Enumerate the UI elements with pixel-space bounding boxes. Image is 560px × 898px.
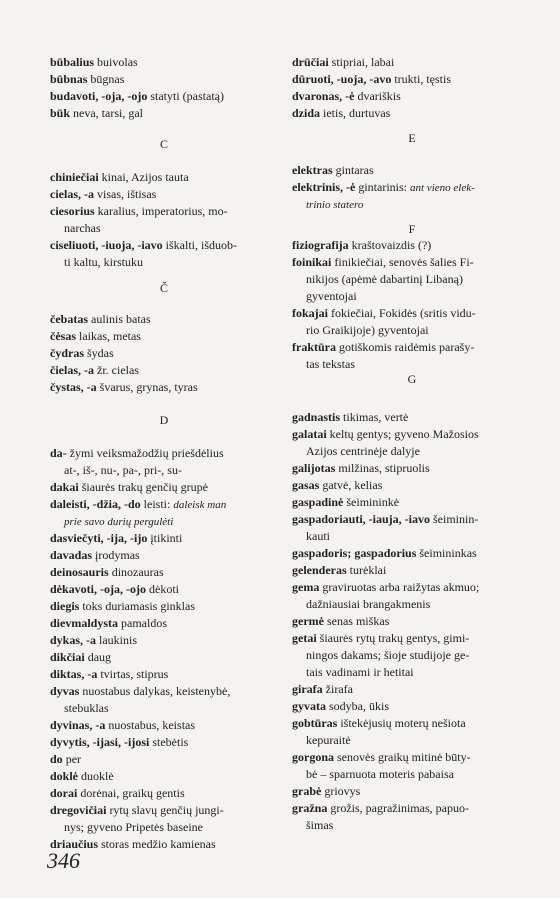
definition: grožis, pagražinimas, papuo- (327, 801, 469, 815)
definition-continuation: šimas (306, 818, 334, 832)
dictionary-entry (50, 345, 114, 361)
definition: dorėnai, graikų gentis (77, 786, 185, 800)
headword: dyvas (50, 684, 80, 698)
dictionary-entry (292, 339, 474, 355)
headword: doklė (50, 769, 79, 783)
headword: diktas, -a (50, 667, 98, 681)
example-continuation: trinio statero (306, 199, 364, 211)
definition: laikas, metas (76, 329, 141, 343)
dictionary-entry (50, 54, 138, 70)
definition-continuation: kepuraitė (306, 733, 351, 747)
headword: čielas, -a (50, 363, 94, 377)
section-letter: F (408, 222, 416, 236)
section-letter: E (408, 131, 416, 145)
dictionary-entry (292, 545, 477, 561)
dictionary-entry (50, 564, 164, 580)
dictionary-entry (50, 530, 182, 546)
page-number: 346 (47, 848, 80, 873)
definition: aulinis batas (88, 312, 151, 326)
definition: ietis, durtuvas (320, 106, 391, 120)
definition-continuation: gyventojai (306, 289, 357, 303)
definition: šydas (84, 346, 114, 360)
dictionary-entry (50, 683, 230, 699)
headword: deinosauris (50, 565, 109, 579)
dictionary-entry (50, 379, 198, 395)
dictionary-entry (50, 237, 237, 253)
definition: žymi veiksmažodžių priešdėlius (66, 446, 224, 460)
headword: ciesorius (50, 204, 95, 218)
headword: dikčiai (50, 650, 85, 664)
headword: dregovičiai (50, 803, 107, 817)
dictionary-entry (50, 785, 185, 801)
dictionary-entry (292, 426, 479, 442)
dictionary-entry (292, 511, 478, 527)
headword: daleisti, -džia, -do (50, 497, 141, 511)
definition-continuation: kauti (306, 529, 330, 543)
definition: dinozauras (108, 565, 164, 579)
headword: driaučius (50, 837, 99, 851)
section-letter: G (407, 372, 417, 386)
definition-continuation: bė – sparnuota moteris pabaisa (306, 767, 454, 781)
definition: finikiečiai, senovės šalies Fi- (331, 255, 474, 269)
headword: dasviečyti, -ija, -ijo (50, 531, 148, 545)
definition: šeiminin- (430, 512, 479, 526)
dictionary-entry (292, 766, 454, 782)
definition: milžinas, stipruolis (335, 461, 430, 475)
headword: būbalius (50, 55, 95, 69)
headword: cielas, -a (50, 187, 94, 201)
definition-continuation: at-, iš-, nu-, pa-, pri-, su- (64, 463, 182, 477)
headword: getai (292, 631, 317, 645)
dictionary-entry (50, 496, 226, 513)
definition: įtikinti (147, 531, 183, 545)
definition: storas medžio kamienas (98, 837, 216, 851)
dictionary-entry (50, 105, 143, 121)
definition-continuation: dažniausiai brangakmenis (306, 597, 431, 611)
dictionary-entry (292, 749, 471, 765)
definition: graviruotas arba raižytas akmuo; (319, 580, 480, 594)
dictionary-entry (292, 698, 389, 714)
dictionary-entry (292, 732, 351, 748)
dictionary-entry (50, 186, 156, 202)
dictionary-entry (292, 305, 476, 321)
definition-continuation: narchas (64, 221, 101, 235)
headword: germė (292, 614, 324, 628)
definition: fokiečiai, Fokidės (sritis vidu- (328, 306, 476, 320)
headword: diegis (50, 599, 80, 613)
dictionary-entry (292, 322, 429, 338)
definition-continuation: rio Graikijoje) gyventojai (306, 323, 429, 337)
definition: visas, ištisas (94, 187, 157, 201)
headword: dvaronas, -ė (292, 89, 355, 103)
dictionary-entry (292, 800, 469, 816)
dictionary-entry (292, 88, 401, 104)
dictionary-entry (292, 460, 430, 476)
dictionary-entry (292, 179, 475, 196)
headword: gadnastis (292, 410, 341, 424)
section-letter: Č (159, 281, 168, 295)
dictionary-entry (292, 196, 363, 213)
definition-continuation: stebuklas (64, 701, 109, 715)
definition: trukti, tęstis (391, 72, 452, 86)
definition: gintarinis: (355, 180, 410, 194)
dictionary-entry (292, 271, 463, 287)
headword: gema (292, 580, 320, 594)
dictionary-entry (50, 751, 81, 767)
definition: gotiškomis raidėmis parašy- (336, 340, 475, 354)
headword: galatai (292, 427, 327, 441)
dictionary-entry (292, 596, 430, 612)
headword: grabė (292, 784, 322, 798)
dictionary-entry (292, 562, 386, 578)
definition: gatvė, kelias (319, 478, 383, 492)
headword: gelenderas (292, 563, 347, 577)
definition: statyti (pastatą) (147, 89, 224, 103)
dictionary-entry (50, 598, 195, 614)
definition-continuation: nikijos (apėmė dabartinį Libaną) (306, 272, 463, 286)
definition: šeimininkė (343, 495, 400, 509)
headword: fraktūra (292, 340, 336, 354)
dictionary-entry (50, 462, 182, 478)
dictionary-entry (292, 288, 357, 304)
dictionary-entry (50, 802, 224, 818)
headword: elektrinis, -ė (292, 180, 356, 194)
definition: kraštovaizdis (?) (348, 238, 432, 252)
definition: duoklė (78, 769, 114, 783)
definition: žr. cielas (94, 363, 139, 377)
definition: senovės graikų mitinė būty- (334, 750, 471, 764)
headword: gasas (292, 478, 320, 492)
definition: buivolas (94, 55, 138, 69)
dictionary-entry (292, 613, 389, 629)
section-letter: C (159, 137, 168, 151)
headword: dėkavoti, -oja, -ojo (50, 582, 146, 596)
dictionary-entry (292, 162, 374, 178)
definition: toks duriamasis ginklas (79, 599, 196, 613)
headword: dorai (50, 786, 78, 800)
definition-continuation: ningos dakams; šioje studijoje ge- (306, 648, 470, 662)
dictionary-entry (50, 581, 179, 597)
headword: dyvinas, -a (50, 718, 106, 732)
dictionary-entry (292, 443, 420, 459)
dictionary-entry (50, 700, 109, 716)
definition: žirafa (322, 682, 353, 696)
dictionary-entry (50, 649, 111, 665)
headword: dykas, -a (50, 633, 97, 647)
headword: gobtūras (292, 716, 338, 730)
definition: šiaurės trakų genčių grupė (78, 480, 208, 494)
dictionary-entry (292, 477, 382, 493)
definition: daug (84, 650, 112, 664)
dictionary-entry (50, 819, 203, 835)
headword: do (50, 752, 63, 766)
definition: šiaurės rytų trakų gentys, gimi- (316, 631, 470, 645)
definition: karalius, imperatorius, mo- (94, 204, 228, 218)
headword: davadas (50, 548, 93, 562)
headword: dakai (50, 480, 79, 494)
dictionary-entry (292, 579, 479, 595)
example-continuation: prie savo durių pergulėti (64, 516, 174, 528)
definition: senas miškas (323, 614, 390, 628)
dictionary-entry (50, 734, 188, 750)
dictionary-entry (50, 203, 228, 219)
dictionary-entry (50, 362, 139, 378)
definition: įrodymas (92, 548, 140, 562)
headword: būk (50, 106, 71, 120)
dictionary-entry (50, 328, 141, 344)
headword: čebatas (50, 312, 88, 326)
definition: sodyba, ūkis (326, 699, 389, 713)
definition: dvariškis (354, 89, 401, 103)
definition: švarus, grynas, tyras (96, 380, 198, 394)
dictionary-entry (292, 817, 333, 833)
dictionary-entry (50, 632, 137, 648)
dictionary-entry (50, 717, 195, 733)
dictionary-entry (292, 715, 466, 731)
definition-continuation: Azijos centrinėje dalyje (306, 444, 420, 458)
dictionary-entry (292, 54, 394, 70)
definition: laukinis (96, 633, 138, 647)
definition: stebėtis (149, 735, 189, 749)
definition: keltų gentys; gyveno Mažosios (326, 427, 479, 441)
definition-continuation: tas tekstas (306, 357, 355, 371)
headword: foinikai (292, 255, 332, 269)
definition: nuostabus dalykas, keistenybė, (79, 684, 231, 698)
headword: galijotas (292, 461, 336, 475)
dictionary-entry (50, 615, 167, 631)
headword: čystas, -a (50, 380, 97, 394)
dictionary-entry (50, 220, 101, 236)
definition-continuation: nys; gyveno Pripetės baseine (64, 820, 203, 834)
definition: gintaras (332, 163, 374, 177)
headword: gaspadoriauti, -iauja, -iavo (292, 512, 431, 526)
definition: kinai, Azijos tauta (98, 170, 189, 184)
definition: dėkoti (146, 582, 179, 596)
definition: neva, tarsi, gal (70, 106, 144, 120)
definition: stipriai, labai (328, 55, 395, 69)
headword: gražna (292, 801, 328, 815)
dictionary-entry (50, 169, 189, 185)
headword: dyvytis, -ijasi, -ijosi (50, 735, 150, 749)
definition-continuation: tais vadinami ir hetitai (306, 665, 414, 679)
definition: leisti: (140, 497, 174, 511)
dictionary-entry (292, 664, 414, 680)
definition: rytų slavų genčių jungi- (106, 803, 224, 817)
headword: fokajai (292, 306, 328, 320)
headword: girafa (292, 682, 323, 696)
definition: griovys (321, 784, 361, 798)
headword: dievmaldysta (50, 616, 119, 630)
definition-continuation: ti kaltu, kirstuku (64, 255, 143, 269)
headword: fiziografija (292, 238, 349, 252)
dictionary-entry (50, 768, 114, 784)
definition: nuostabus, keistas (105, 718, 196, 732)
definition: per (62, 752, 82, 766)
dictionary-entry (292, 630, 469, 646)
headword: būbnas (50, 72, 88, 86)
definition: iškalti, išduob- (162, 238, 238, 252)
definition: pamaldos (118, 616, 168, 630)
headword: gaspadinė (292, 495, 344, 509)
headword: dzida (292, 106, 321, 120)
headword: gorgona (292, 750, 334, 764)
dictionary-entry (50, 479, 208, 495)
headword: drūčiai (292, 55, 329, 69)
definition: ištekėjusių moterų nešiota (337, 716, 466, 730)
dictionary-entry (50, 445, 224, 461)
headword: gyvata (292, 699, 326, 713)
dictionary-entry (50, 547, 140, 563)
dictionary-entry (292, 647, 469, 663)
dictionary-entry (292, 409, 408, 425)
dictionary-entry (50, 513, 173, 530)
example-text: daleisk man (173, 499, 227, 511)
headword: ciseliuoti, -iuoja, -iavo (50, 238, 163, 252)
dictionary-entry (292, 237, 431, 253)
section-letter: D (159, 413, 169, 427)
dictionary-entry (50, 666, 168, 682)
dictionary-entry (292, 71, 451, 87)
example-text: ant vieno elek- (410, 182, 475, 194)
definition: tikimas, vertė (340, 410, 409, 424)
dictionary-entry (292, 528, 330, 544)
dictionary-entry (50, 71, 124, 87)
definition: tvirtas, stiprus (97, 667, 169, 681)
dictionary-entry (50, 254, 143, 270)
definition: būgnas (87, 72, 125, 86)
headword: gaspadoris; gaspadorius (292, 546, 417, 560)
headword: chiniečiai (50, 170, 99, 184)
definition: šeimininkas (416, 546, 477, 560)
dictionary-entry (292, 681, 353, 697)
dictionary-entry (292, 494, 399, 510)
headword: dūruoti, -uoja, -avo (292, 72, 392, 86)
dictionary-entry (50, 311, 151, 327)
headword: čėsas (50, 329, 76, 343)
dictionary-entry (292, 783, 360, 799)
definition: turėklai (346, 563, 387, 577)
headword: da- (50, 446, 67, 460)
dictionary-entry (292, 254, 474, 270)
headword: budavoti, -oja, -ojo (50, 89, 148, 103)
dictionary-entry (292, 356, 355, 372)
headword: čydras (50, 346, 84, 360)
dictionary-entry (50, 88, 224, 104)
headword: elektras (292, 163, 333, 177)
dictionary-entry (292, 105, 390, 121)
